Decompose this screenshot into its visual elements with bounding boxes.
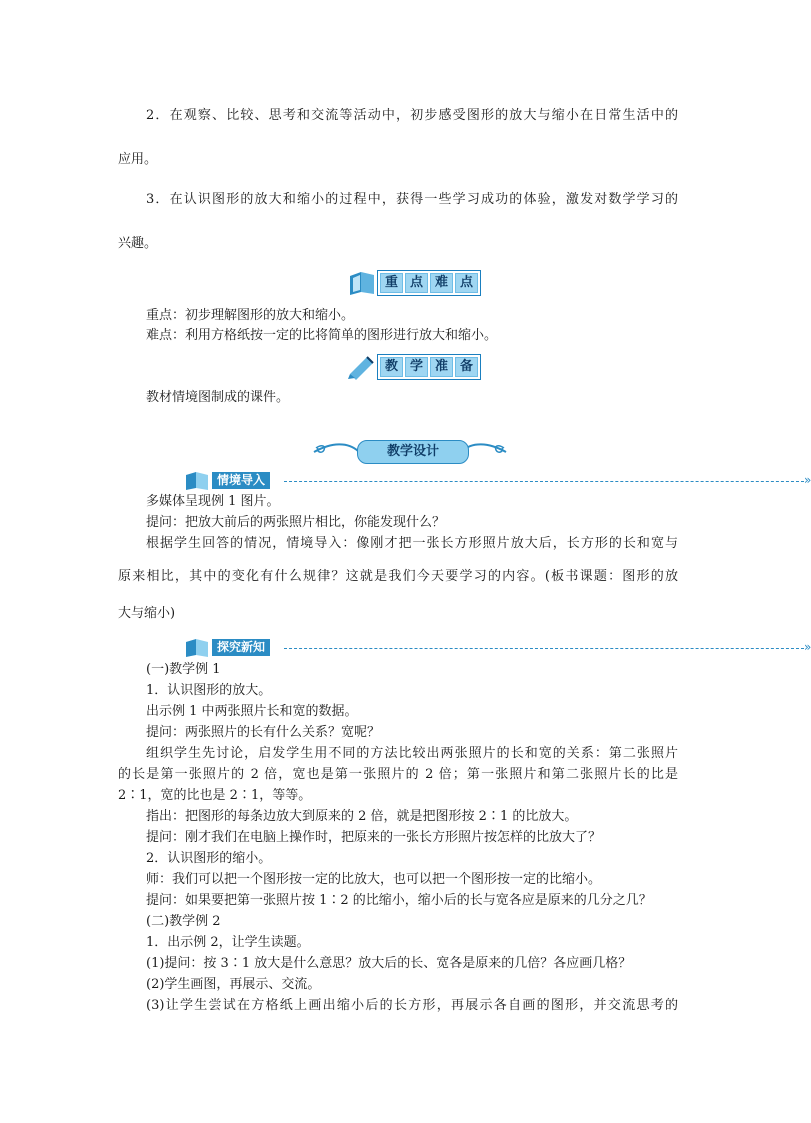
explore-line: 师：我们可以把一个图形按一定的比放大，也可以把一个图形按一定的比缩小。 [146, 872, 602, 887]
dashed-divider [284, 481, 804, 482]
double-chevron-icon: » [804, 640, 811, 654]
difficult-point: 难点：利用方格纸按一定的比将简单的图形进行放大和缩小。 [146, 328, 498, 343]
header-char: 准 [430, 357, 453, 377]
key-points-title [377, 270, 481, 296]
preparation-text: 教材情境图制成的课件。 [146, 390, 290, 405]
explore-line: 1．认识图形的放大。 [146, 683, 272, 698]
intro-line: 提问：把放大前后的两张照片相比，你能发现什么？ [146, 515, 446, 530]
explore-line: 组织学生先讨论，启发学生用不同的方法比较出两张照片的长和宽的关系：第二张照片 [146, 746, 678, 761]
explore-line: 提问：如果要把第一张照片按 1∶2 的比缩小，缩小后的长与宽各应是原来的几分之几？ [146, 893, 652, 908]
explore-line: (一)教学例 1 [146, 662, 221, 677]
pencil-icon [347, 354, 377, 380]
intro-line: 大与缩小) [118, 606, 176, 621]
intro-line: 原来相比，其中的变化有什么规律？这就是我们今天要学习的内容。(板书课题：图形的放 [118, 569, 678, 584]
banner-title: 教学设计 [357, 440, 469, 464]
teaching-design-banner [312, 436, 508, 466]
key-points-header [347, 270, 481, 296]
double-chevron-icon: » [804, 473, 811, 487]
explore-line: 指出：把图形的每条边放大到原来的 2 倍，就是把图形按 2∶1 的比放大。 [146, 809, 578, 824]
explore-line: (1)提问：按 3∶1 放大是什么意思？放大后的长、宽各是原来的几倍？各应画几格？ [146, 956, 632, 971]
explore-line: 出示例 1 中两张照片长和宽的数据。 [146, 704, 358, 719]
header-char: 备 [455, 357, 478, 377]
intro-tag: 情境导入 [212, 472, 270, 489]
preparation-header [347, 354, 481, 380]
explore-line: (二)教学例 2 [146, 914, 221, 929]
explore-line: (3)让学生尝试在方格纸上画出缩小后的长方形，再展示各自画的图形，并交流思考的 [146, 998, 678, 1013]
explore-line: 1．出示例 2，让学生读题。 [146, 935, 310, 950]
book-icon [347, 270, 377, 296]
preparation-title [377, 354, 481, 380]
explore-line: 的长是第一张照片的 2 倍，宽也是第一张照片的 2 倍；第一张照片和第二张照片长的比是 [118, 767, 678, 782]
explore-line: 2∶1，宽的比也是 2∶1，等等。 [118, 788, 312, 803]
goal-3-line-2: 兴趣。 [118, 236, 158, 251]
goal-3-line-1: 3．在认识图形的放大和缩小的过程中，获得一些学习成功的体验，激发对数学学习的 [146, 192, 678, 207]
explore-section-header [184, 638, 811, 658]
book-icon [184, 471, 210, 491]
intro-line: 多媒体呈现例 1 图片。 [146, 494, 280, 509]
header-char: 教 [380, 357, 403, 377]
important-point: 重点：初步理解图形的放大和缩小。 [146, 308, 355, 323]
header-char: 学 [405, 357, 428, 377]
explore-line: (2)学生画图，再展示、交流。 [146, 977, 321, 992]
explore-tag: 探究新知 [212, 639, 270, 656]
intro-line: 根据学生回答的情况，情境导入：像刚才把一张长方形照片放大后，长方形的长和宽与 [146, 536, 678, 551]
explore-line: 提问：刚才我们在电脑上操作时，把原来的一张长方形照片按怎样的比放大了？ [146, 830, 602, 845]
goal-2-line-1: 2．在观察、比较、思考和交流等活动中，初步感受图形的放大与缩小在日常生活中的 [146, 108, 678, 123]
header-char: 难 [430, 273, 453, 293]
goal-2-line-2: 应用。 [118, 152, 158, 167]
header-char: 点 [455, 273, 478, 293]
explore-line: 提问：两张照片的长有什么关系？宽呢？ [146, 725, 381, 740]
header-char: 点 [405, 273, 428, 293]
intro-section-header [184, 471, 811, 491]
dashed-divider [284, 648, 804, 649]
explore-line: 2．认识图形的缩小。 [146, 851, 272, 866]
header-char: 重 [380, 273, 403, 293]
book-icon [184, 638, 210, 658]
